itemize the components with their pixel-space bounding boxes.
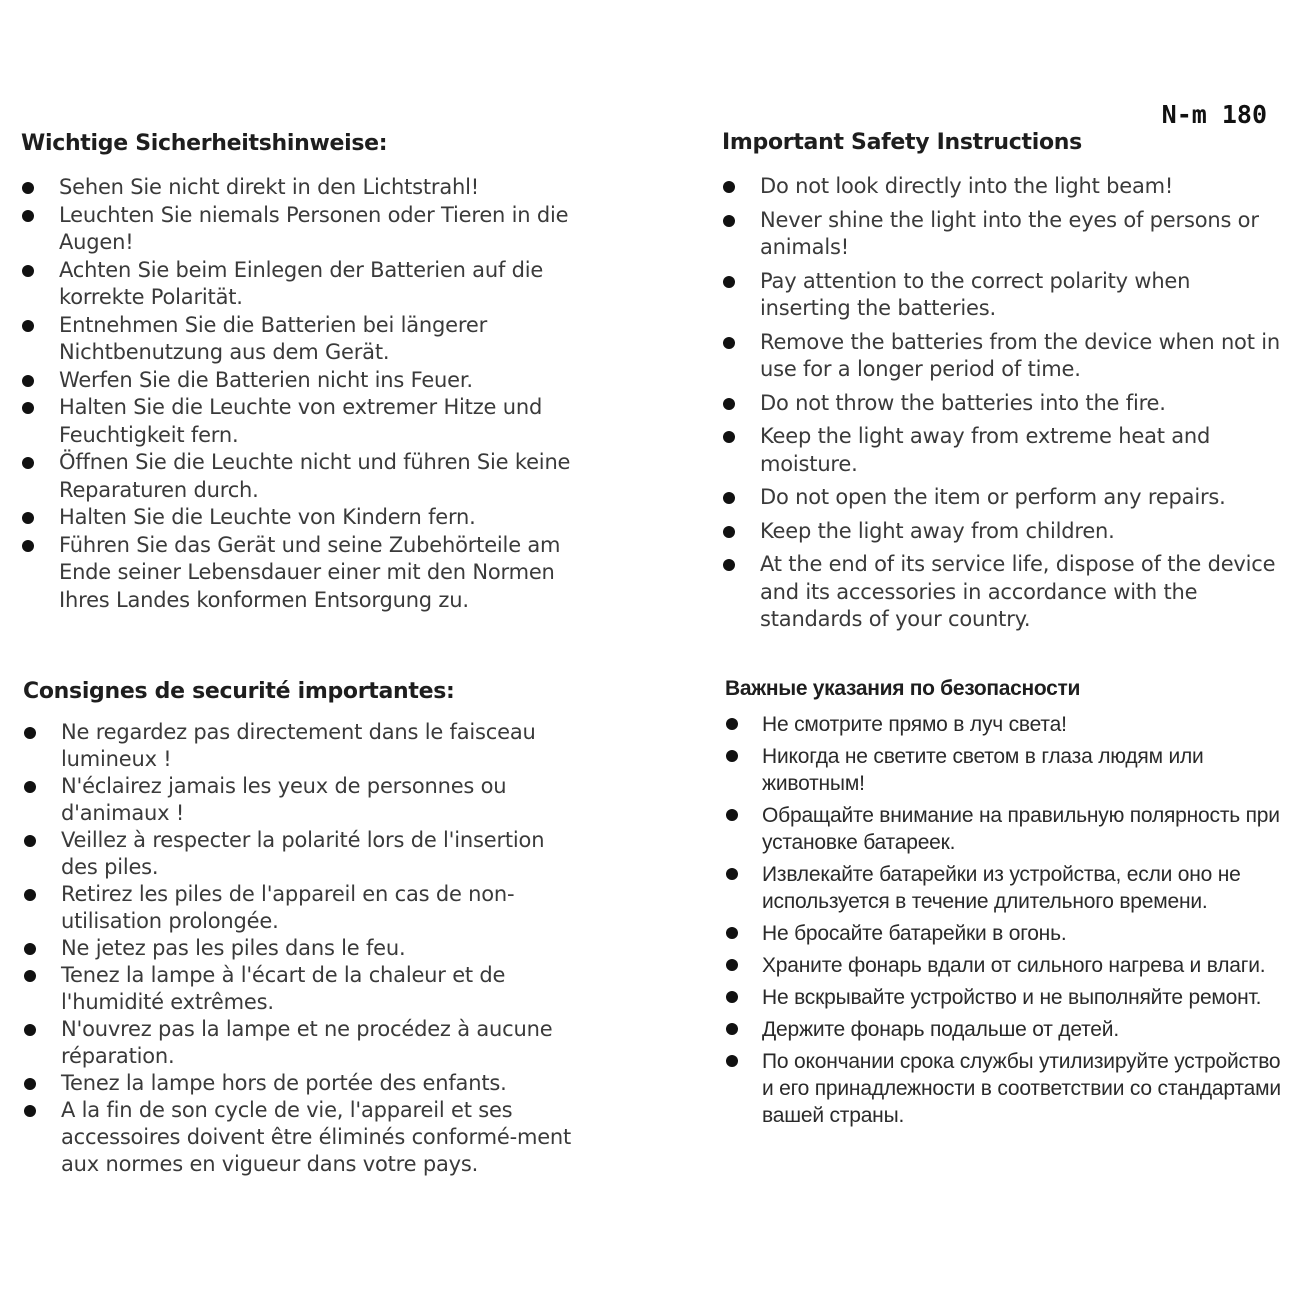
list-item [722,518,1287,546]
bullet-icon [723,398,735,410]
bullet-icon [24,943,36,955]
list-item [23,1070,583,1097]
list-item [21,394,581,449]
safety-section-french [23,679,583,1178]
section-title: Важные указания по безопасности [725,677,1081,700]
list-item [722,173,1287,201]
bullet-icon [22,375,34,387]
list-item [21,532,581,615]
bullet-icon [723,337,735,349]
list-item-text: Извлекайте батарейки из устройства, если оно не используется в течение длительного времени. [762,863,1241,913]
list-item [23,1097,583,1178]
list-item-text: Veillez à respecter la polarité lors de l'insertion des piles. [61,828,545,879]
list-item [23,881,583,935]
list-item-text: Храните фонарь вдали от сильного нагрева и влаги. [762,954,1266,977]
bullet-icon [24,1078,36,1090]
list-item [725,861,1285,915]
list-item-text: Achten Sie beim Einlegen der Batterien auf die korrekte Polarität. [59,257,544,309]
bullet-icon [726,809,738,821]
bullet-icon [726,750,738,762]
list-item [725,984,1285,1011]
bullet-icon [24,889,36,901]
bullet-icon [723,276,735,288]
list-item [21,504,581,532]
list-item-text: Tenez la lampe à l'écart de la chaleur et de l'humidité extrêmes. [61,963,506,1014]
bullet-icon [24,1024,36,1036]
bullet-icon [726,718,738,730]
safety-list [21,174,581,614]
bullet-icon [24,970,36,982]
list-item [725,743,1285,797]
list-item [722,207,1287,262]
list-item [23,719,583,773]
list-item-text: At the end of its service life, dispose of the device and its accessories in accordance with the standards of your country. [760,552,1276,631]
list-item-text: Держите фонарь подальше от детей. [762,1018,1119,1041]
list-item-text: Führen Sie das Gerät und seine Zubehörteile am Ende seiner Lebensdauer einer mit den Normen Ihres Landes konformen Entsorgung zu. [59,532,561,612]
list-item-text: Entnehmen Sie die Batterien bei längerer Nichtbenutzung aus dem Gerät. [59,312,488,364]
list-item-text: Do not look directly into the light beam! [760,174,1174,198]
list-item [722,329,1287,384]
list-item [21,367,581,395]
bullet-icon [726,1023,738,1035]
list-item [23,1016,583,1070]
safety-list [23,719,583,1178]
list-item-text: Не смотрите прямо в луч света! [762,713,1067,736]
list-item [23,827,583,881]
list-item [722,390,1287,418]
list-item [722,551,1287,634]
list-item-text: N'éclairez jamais les yeux de personnes ou d'animaux ! [61,774,507,825]
list-item-text: Pay attention to the correct polarity when inserting the batteries. [760,268,1191,320]
list-item [23,773,583,827]
bullet-icon [22,320,34,332]
bullet-icon [723,492,735,504]
list-item [21,257,581,312]
bullet-icon [22,210,34,222]
section-title: Important Safety Instructions [722,130,1082,155]
list-item-text: Never shine the light into the eyes of persons or animals! [760,207,1259,259]
list-item-text: Werfen Sie die Batterien nicht ins Feuer. [59,367,473,392]
safety-list [722,173,1287,634]
list-item-text: Halten Sie die Leuchte von extremer Hitze und Feuchtigkeit fern. [59,395,543,447]
list-item-text: Halten Sie die Leuchte von Kindern fern. [59,505,476,529]
list-item [21,174,581,202]
section-title: Wichtige Sicherheitshinweise: [21,131,388,156]
list-item-text: Keep the light away from extreme heat and moisture. [760,424,1211,476]
list-item [722,484,1287,512]
bullet-icon [22,540,34,552]
bullet-icon [726,1055,738,1067]
list-item-text: Öffnen Sie die Leuchte nicht und führen Sie keine Reparaturen durch. [59,450,571,502]
list-item-text: Обращайте внимание на правильную полярность при установке батареек. [762,804,1280,854]
list-item [23,962,583,1016]
list-item [725,1016,1285,1043]
bullet-icon [726,959,738,971]
bullet-icon [723,559,735,571]
list-item-text: Sehen Sie nicht direkt in den Lichtstrahl! [59,175,479,199]
bullet-icon [726,991,738,1003]
list-item [23,935,583,962]
list-item-text: Retirez les piles de l'appareil en cas de non-utilisation prolongée. [61,882,515,933]
safety-list [725,711,1285,1129]
bullet-icon [24,781,36,793]
list-item [725,711,1285,738]
bullet-icon [726,868,738,880]
list-item [725,920,1285,947]
bullet-icon [723,526,735,538]
bullet-icon [723,181,735,193]
list-item-text: Ne regardez pas directement dans le faisceau lumineux ! [61,720,536,771]
list-item [722,423,1287,478]
bullet-icon [22,457,34,469]
list-item-text: Remove the batteries from the device when not in use for a longer period of time. [760,329,1280,381]
list-item-text: Не бросайте батарейки в огонь. [762,922,1067,945]
bullet-icon [22,182,34,194]
list-item-text: A la fin de son cycle de vie, l'appareil et ses accessoires doivent être éliminés conformé-ment aux normes en vigueur dans votre pays. [61,1098,572,1176]
bullet-icon [723,215,735,227]
list-item [21,449,581,504]
bullet-icon [24,835,36,847]
list-item-text: Leuchten Sie niemals Personen oder Tieren in die Augen! [59,202,569,254]
bullet-icon [22,402,34,414]
section-title: Consignes de securité importantes: [23,679,455,704]
list-item-text: Не вскрывайте устройство и не выполняйте ремонт. [762,986,1262,1009]
list-item-text: Do not open the item or perform any repairs. [760,485,1226,509]
safety-section-german [21,131,581,614]
bullet-icon [22,265,34,277]
list-item-text: Ne jetez pas les piles dans le feu. [61,936,406,960]
list-item [21,202,581,257]
bullet-icon [723,431,735,443]
model-number-label: N-m 180 [1161,100,1267,129]
list-item [725,1048,1285,1129]
bullet-icon [726,927,738,939]
safety-section-english [722,130,1287,640]
bullet-icon [22,512,34,524]
bullet-icon [24,1105,36,1117]
list-item-text: Tenez la lampe hors de portée des enfants. [61,1071,507,1095]
list-item [21,312,581,367]
list-item [725,802,1285,856]
list-item-text: Do not throw the batteries into the fire. [760,390,1166,415]
list-item-text: N'ouvrez pas la lampe et ne procédez à aucune réparation. [61,1017,553,1068]
list-item [722,268,1287,323]
list-item-text: Никогда не светите светом в глаза людям или животным! [762,745,1204,795]
bullet-icon [24,727,36,739]
list-item-text: По окончании срока службы утилизируйте устройство и его принадлежности в соответствии со стандартами вашей страны. [762,1050,1281,1127]
list-item [725,952,1285,979]
safety-section-russian [725,677,1285,1134]
list-item-text: Keep the light away from children. [760,518,1115,543]
